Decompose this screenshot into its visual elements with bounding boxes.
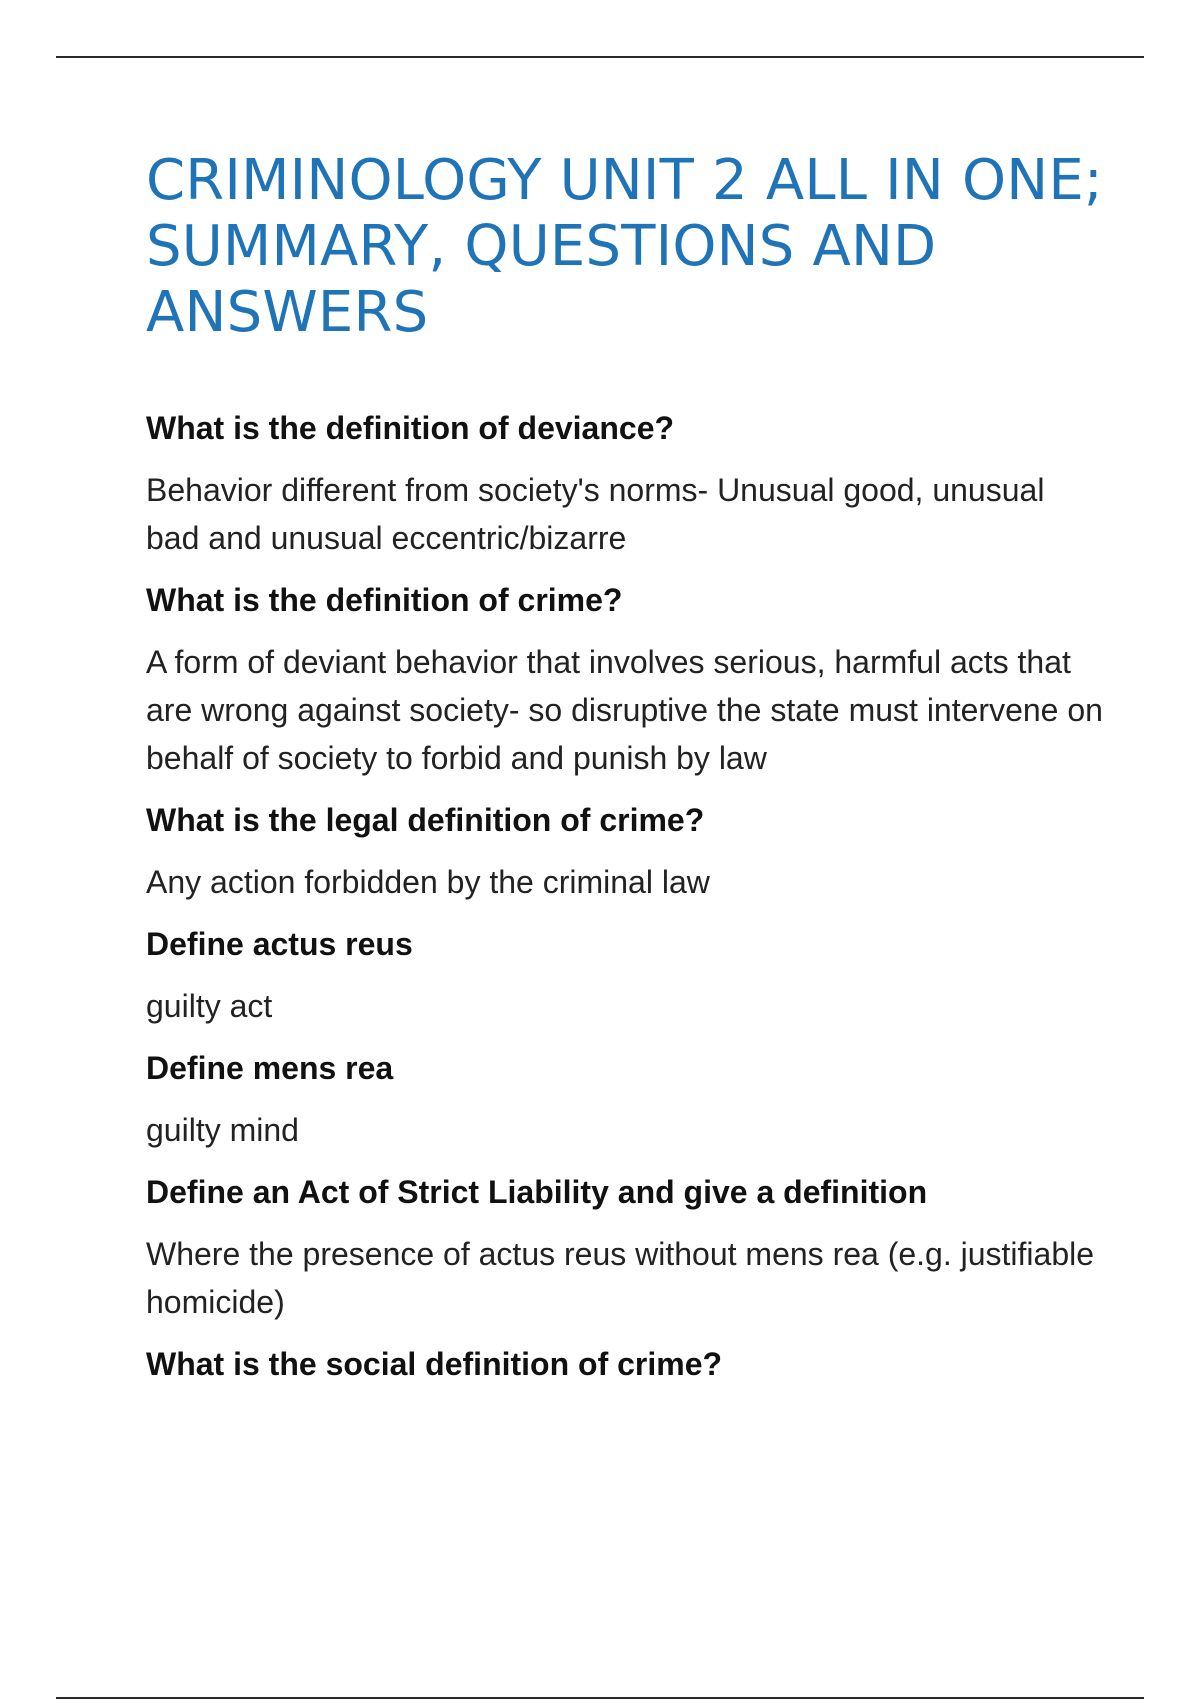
question: What is the definition of crime? xyxy=(146,582,623,618)
qa-item xyxy=(146,576,1106,782)
question: What is the legal definition of crime? xyxy=(146,802,705,838)
question: What is the definition of deviance? xyxy=(146,410,675,446)
qa-item xyxy=(146,404,1106,562)
top-rule xyxy=(56,56,1144,58)
qa-item xyxy=(146,796,1106,906)
qa-item xyxy=(146,1044,1106,1154)
question: Define mens rea xyxy=(146,1050,394,1086)
question: What is the social definition of crime? xyxy=(146,1346,723,1382)
answer: guilty act xyxy=(146,988,273,1024)
qa-list xyxy=(146,404,1106,1388)
answer: Where the presence of actus reus without mens rea (e.g. justifiable homicide) xyxy=(146,1236,1095,1320)
qa-item xyxy=(146,1168,1106,1326)
answer: guilty mind xyxy=(146,1112,299,1148)
answer: Any action forbidden by the criminal law xyxy=(146,864,710,900)
bottom-rule xyxy=(56,1697,1144,1699)
question: Define actus reus xyxy=(146,926,413,962)
answer: A form of deviant behavior that involves serious, harmful acts that are wrong against society- so disruptive the state must intervene on behalf of society to forbid and punish by law xyxy=(146,644,1103,776)
document-title: CRIMINOLOGY UNIT 2 ALL IN ONE; SUMMARY, QUESTIONS AND ANSWERS xyxy=(146,148,1103,345)
answer: Behavior different from society's norms- Unusual good, unusual bad and unusual eccentric/bizarre xyxy=(146,472,1045,556)
qa-item xyxy=(146,920,1106,1030)
document-body xyxy=(146,148,1106,1402)
question: Define an Act of Strict Liability and give a definition xyxy=(146,1174,928,1210)
qa-item xyxy=(146,1340,1106,1388)
